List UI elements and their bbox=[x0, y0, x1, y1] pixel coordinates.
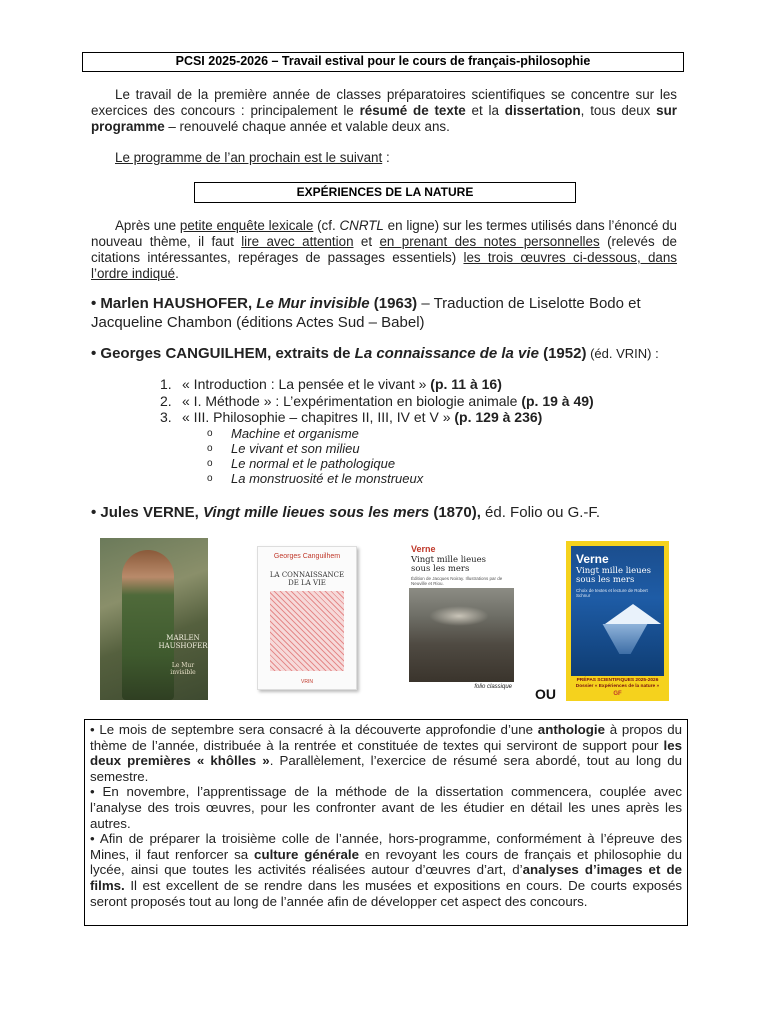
text: petite enquête lexicale bbox=[179, 218, 314, 233]
text: • bbox=[91, 504, 101, 521]
list-item bbox=[207, 441, 423, 456]
book-cover-haushofer bbox=[100, 538, 208, 700]
text: « Introduction : La pensée et le vivant » bbox=[182, 376, 431, 392]
info-paragraph-september bbox=[90, 722, 682, 784]
cover-illustration bbox=[122, 550, 174, 700]
text: Le vivant et son milieu bbox=[231, 441, 360, 456]
text: . bbox=[175, 266, 179, 281]
text: La connaissance de la vie bbox=[354, 345, 539, 362]
text: (p. 129 à 236) bbox=[454, 409, 543, 425]
text: (p. 19 à 49) bbox=[521, 392, 594, 409]
text: Georges CANGUILHEM, extraits de bbox=[100, 345, 355, 362]
publisher-logo: GF bbox=[613, 691, 622, 697]
work-canguilhem bbox=[91, 344, 677, 363]
text: Marlen HAUSHOFER, bbox=[100, 295, 257, 312]
text: : bbox=[382, 150, 390, 165]
text: – Traduction de Liselotte Bodo et Jacqueline Chambon (éditions Actes Sud – Babel) bbox=[91, 295, 641, 331]
text: o bbox=[207, 473, 213, 484]
text: DE LA VIE bbox=[288, 579, 326, 587]
text: Vingt mille lieues bbox=[411, 555, 487, 565]
cover-title bbox=[258, 571, 356, 587]
or-label: OU bbox=[535, 686, 556, 702]
cover-author: Verne bbox=[411, 544, 436, 554]
illustration-detail bbox=[429, 606, 489, 626]
book-cover-verne-gf bbox=[566, 541, 669, 701]
text: , tous deux bbox=[580, 103, 657, 118]
text: • bbox=[91, 345, 101, 362]
text: o bbox=[207, 458, 213, 469]
list-item bbox=[207, 471, 423, 486]
text: sur programme bbox=[91, 103, 678, 134]
text: sous les mers bbox=[576, 575, 635, 585]
cover-author: Georges Canguilhem bbox=[273, 553, 341, 560]
text: en revoyant les cours de français et philosophie du lycée, ainsi que toutes les activités réalisées autour d’œuvres d’art, d’ bbox=[90, 846, 682, 878]
text: (1963) bbox=[369, 295, 418, 312]
list-item bbox=[160, 376, 680, 393]
text: invisible bbox=[170, 669, 196, 676]
text: résumé de texte bbox=[359, 103, 466, 118]
text: en ligne) sur les termes utilisés dans l’énoncé du nouveau thème, il faut bbox=[91, 218, 678, 249]
text: Vingt mille lieues sous les mers bbox=[202, 504, 430, 521]
cover-illustration bbox=[270, 591, 344, 671]
subchapter-list bbox=[207, 426, 423, 486]
text: et bbox=[353, 234, 380, 249]
text: HAUSHOFER bbox=[158, 642, 208, 650]
iceberg-icon bbox=[605, 604, 661, 624]
text: . Parallèlement, l’exercice de résumé sera abordé, tout au long du semestre. bbox=[90, 753, 682, 784]
list-item bbox=[207, 456, 423, 471]
work-verne bbox=[91, 503, 677, 522]
text: Le normal et le pathologique bbox=[231, 456, 396, 471]
text: anthologie bbox=[537, 722, 606, 737]
text: et la bbox=[465, 103, 505, 118]
list-item bbox=[160, 409, 680, 426]
text: Le Mur bbox=[171, 662, 195, 669]
info-box bbox=[84, 719, 688, 926]
text: o bbox=[207, 428, 213, 439]
text: (cf. bbox=[313, 218, 340, 233]
text: les deux premières « khôlles » bbox=[90, 737, 682, 769]
text: • Afin de préparer la troisième colle de l’année, hors-programme, conformément à l’épreuve des Mines, il faut renforcer sa bbox=[90, 831, 682, 862]
text: « III. Philosophie – chapitres II, III, IV et V » bbox=[182, 409, 455, 425]
text: Le travail de la première année de classes préparatoires scientifiques se concentre sur les exercices des concours : principalement le bbox=[91, 87, 677, 118]
instructions-paragraph bbox=[91, 218, 677, 282]
text: (éd. VRIN) : bbox=[586, 346, 659, 361]
list-item bbox=[160, 393, 680, 410]
text: lire avec attention bbox=[241, 234, 354, 249]
text: Machine et organisme bbox=[231, 426, 359, 441]
text: dissertation bbox=[504, 103, 581, 118]
text: (1952) bbox=[538, 345, 587, 362]
text: analyses d’images et de films. bbox=[90, 862, 682, 893]
text: • bbox=[91, 295, 101, 312]
text: – renouvelé chaque année et valable deux ans. bbox=[164, 119, 450, 134]
cover-author bbox=[158, 634, 208, 650]
text: 3. bbox=[160, 409, 172, 425]
chapter-list bbox=[160, 376, 680, 426]
text: CNRTL bbox=[339, 218, 384, 233]
text: • En novembre, l’apprentissage de la méthode de la dissertation commencera, couplée avec l’analyse des trois œuvres, pour les confronter avant de les étudier en détail les unes après les autres. bbox=[90, 784, 682, 831]
text: MARLEN bbox=[166, 634, 200, 642]
text: éd. Folio ou G.-F. bbox=[480, 504, 601, 521]
text: Il est excellent de se rendre dans les musées et expositions en cours. De courts exposés seront proposés tout au long de l’année afin de développer cet aspect des concours. bbox=[90, 877, 682, 909]
text: 1. bbox=[160, 376, 172, 392]
text: LA CONNAISSANCE bbox=[269, 571, 345, 579]
iceberg-underwater bbox=[597, 624, 653, 654]
cover-edition: Édition de Jacques Noiray. Illustrations par de Neuville et Riou. bbox=[411, 576, 503, 586]
cover-band bbox=[566, 678, 669, 690]
text: 2. bbox=[160, 392, 172, 409]
cover-edition: Choix de textes et lecture de Robert Schnur bbox=[576, 588, 648, 598]
program-intro bbox=[91, 150, 677, 166]
text: « I. Méthode » : L’expérimentation en biologie animale bbox=[182, 392, 522, 409]
text: à propos du thème de l’année, distribuée à la rentrée et constituée de textes qui serviront de support pour bbox=[90, 722, 682, 753]
text: (relevés de citations intéressantes, repérages de passages essentiels) bbox=[91, 234, 677, 265]
cover-panel bbox=[571, 546, 664, 676]
text: en prenant des notes personnelles bbox=[379, 234, 600, 249]
text: Après une bbox=[115, 218, 180, 233]
cover-illustration bbox=[409, 588, 514, 682]
cover-author: Verne bbox=[576, 552, 609, 566]
cover-title bbox=[411, 556, 511, 574]
info-paragraph-culture bbox=[90, 831, 682, 909]
theme-title: EXPÉRIENCES DE LA NATURE bbox=[194, 182, 576, 203]
text: Jules VERNE, bbox=[100, 504, 203, 521]
cover-title bbox=[160, 662, 206, 676]
text: les trois œuvres ci-dessous, dans l’ordre indiqué bbox=[91, 250, 677, 281]
book-cover-verne-folio bbox=[409, 542, 514, 690]
text: • Le mois de septembre sera consacré à la découverte approfondie d’une bbox=[90, 722, 538, 737]
text: PRÉPAS SCIENTIFIQUES 2025-2026 bbox=[576, 678, 659, 683]
list-item bbox=[207, 426, 423, 441]
text: Le Mur invisible bbox=[256, 295, 370, 312]
text: sous les mers bbox=[411, 564, 470, 574]
text: (p. 11 à 16) bbox=[430, 376, 502, 392]
info-paragraph-november bbox=[90, 784, 682, 831]
work-haushofer bbox=[91, 294, 677, 332]
text: o bbox=[207, 443, 213, 454]
cover-publisher: VRIN bbox=[301, 679, 313, 685]
publisher-logo: folio classique bbox=[474, 684, 512, 690]
intro-paragraph bbox=[91, 87, 677, 135]
text: culture générale bbox=[254, 846, 359, 862]
text: Le programme de l’an prochain est le suivant bbox=[115, 150, 383, 165]
document-title: PCSI 2025-2026 – Travail estival pour le cours de français-philosophie bbox=[82, 52, 684, 72]
text: (1870), bbox=[429, 504, 481, 521]
book-cover-canguilhem bbox=[257, 546, 357, 690]
text: La monstruosité et le monstrueux bbox=[231, 471, 424, 486]
text: Dossier « Expériences de la nature » bbox=[575, 684, 660, 689]
cover-title bbox=[576, 567, 662, 585]
text: Vingt mille lieues bbox=[576, 566, 652, 576]
